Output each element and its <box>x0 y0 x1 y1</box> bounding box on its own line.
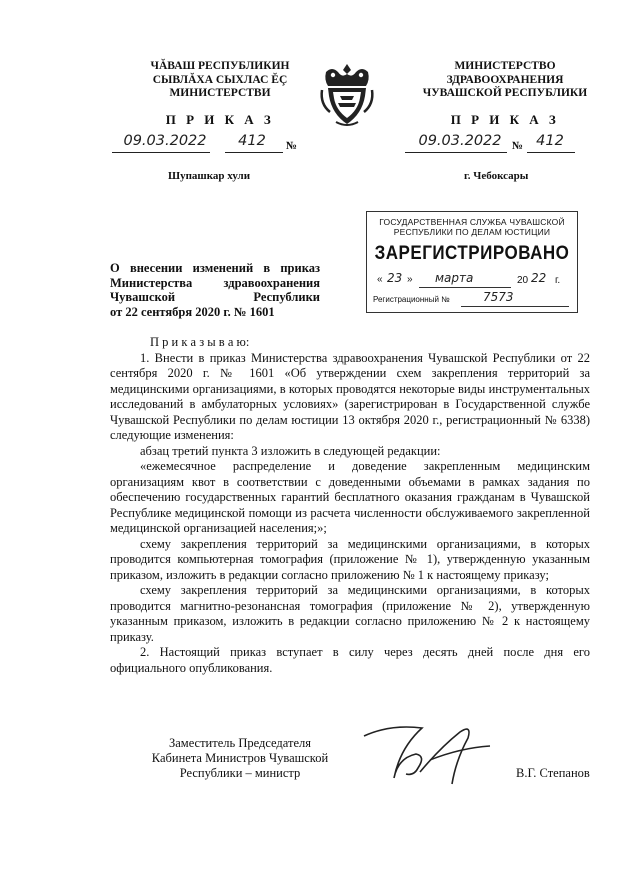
body-paragraph: схему закрепления территорий за медицинскими организациями, в которых проводится магнитно-резонансная томография (приложение № 2), утвержденную указанным приказом, изложить в редакции согласно приложению № 2 к настоящему приказу. <box>110 583 590 644</box>
registration-stamp <box>366 211 578 313</box>
stamp-reg-row <box>373 290 571 308</box>
header-left-date-underline <box>112 152 210 153</box>
header-left-order-word: П Р И К А З <box>165 112 275 127</box>
stamp-day: 23 <box>387 271 403 285</box>
signatory-name: В.Г. Степанов <box>516 766 590 780</box>
header-right-org <box>400 60 610 101</box>
stamp-year-prefix: 20 <box>517 275 529 286</box>
order-subject <box>110 261 320 319</box>
header-left-line: МИНИСТЕРСТВИ <box>169 87 271 99</box>
body-paragraph: 2. Настоящий приказ вступает в силу через десять дней после дня его официального опубликования. <box>110 645 590 675</box>
stamp-reg-underline <box>461 306 569 307</box>
body-paragraph: абзац третий пункта 3 изложить в следующей редакции: <box>140 443 441 458</box>
header-left-line: СЫВЛĂХА СЫХЛАС ĔÇ <box>152 73 288 86</box>
header-right-line: ЗДРАВООХРАНЕНИЯ <box>446 73 564 86</box>
signatory-position-line: Заместитель Председателя <box>168 736 312 750</box>
signatory-position-line: Республики – министр <box>179 766 301 780</box>
subject-line: Министерства здравоохранения <box>110 275 320 290</box>
body-paragraph: 1. Внести в приказ Министерства здравоохранения Чувашской Республики от 22 сентября 2020 г. № 1601 «Об утверждении схем закрепления территорий за медицинскими организациями, в которых проводятся некоторые виды инструментальных исследований в амбулаторных условиях» (зарегистрирован в Государственной службе Чувашской Республики по делам юстиции 13 октября 2020 г., регистрационный № 6338) следующие изменения: <box>110 350 590 442</box>
stamp-year-suffix: г. <box>555 275 561 286</box>
header-right-number: 412 <box>536 133 564 149</box>
subject-line: Чувашской Республики <box>110 290 320 304</box>
stamp-reg-label: Регистрационный № <box>373 295 450 304</box>
stamp-date-row <box>377 271 572 290</box>
body-paragraph: «ежемесячное распределение и доведение закрепленным медицинским организациям квот в соответствии с доведенными объемами в рамках задания по обеспечению государственных гарантий бесплатного оказания гражданам в Чувашской Республике медицинской помощи из расчета численности обслуживаемого закрепленной медицинской организацией населения;»; <box>110 459 590 535</box>
header-left-line: ЧĂВАШ РЕСПУБЛИКИН <box>150 60 290 72</box>
subject-line: от 22 сентября 2020 г. № 1601 <box>110 304 275 319</box>
handwritten-signature <box>360 718 510 788</box>
header-right-line: ЧУВАШСКОЙ РЕСПУБЛИКИ <box>422 87 588 99</box>
header-left-place: Шупашкар хули <box>168 170 251 182</box>
stamp-month: марта <box>435 271 474 285</box>
stamp-year: 22 <box>531 271 547 285</box>
header-right-line: МИНИСТЕРСТВО <box>454 60 556 72</box>
signatory-position-line: Кабинета Министров Чувашской <box>151 751 329 765</box>
header-right-number-underline <box>527 152 575 153</box>
header-right-date: 09.03.2022 <box>418 133 502 149</box>
header-left-number: 412 <box>238 133 266 149</box>
signatory-position <box>140 736 340 781</box>
header-right-place: г. Чебоксары <box>464 170 529 182</box>
header-right-number-sign: № <box>512 140 524 152</box>
header-right-order-word: П Р И К А З <box>450 112 560 127</box>
stamp-title: ЗАРЕГИСТРИРОВАНО <box>374 241 570 264</box>
header-left-number-underline <box>225 152 283 153</box>
stamp-month-underline <box>419 287 511 288</box>
chuvash-coat-of-arms-icon <box>318 60 376 128</box>
stamp-quote-close: » <box>407 274 413 285</box>
stamp-reg-number: 7573 <box>483 290 514 304</box>
stamp-org-line: РЕСПУБЛИКИ ПО ДЕЛАМ ЮСТИЦИИ <box>393 227 551 237</box>
header-left-number-sign: № <box>286 140 298 152</box>
stamp-quote-open: « <box>377 274 383 285</box>
header-right-date-underline <box>405 152 507 153</box>
body-paragraph: П р и к а з ы в а ю: <box>150 335 250 349</box>
header-left-org <box>120 60 320 101</box>
stamp-org-line: ГОСУДАРСТВЕННАЯ СЛУЖБА ЧУВАШСКОЙ <box>379 217 565 227</box>
body-paragraph: схему закрепления территорий за медицинскими организациями, в которых проводится компьютерная томография (приложение № 1), утвержденную указанным приказом, изложить в редакции согласно приложению № 1 к настоящему приказу; <box>110 536 590 582</box>
header-left-date: 09.03.2022 <box>123 133 207 149</box>
subject-line: О внесении изменений в приказ <box>110 261 320 275</box>
order-body <box>110 335 590 676</box>
